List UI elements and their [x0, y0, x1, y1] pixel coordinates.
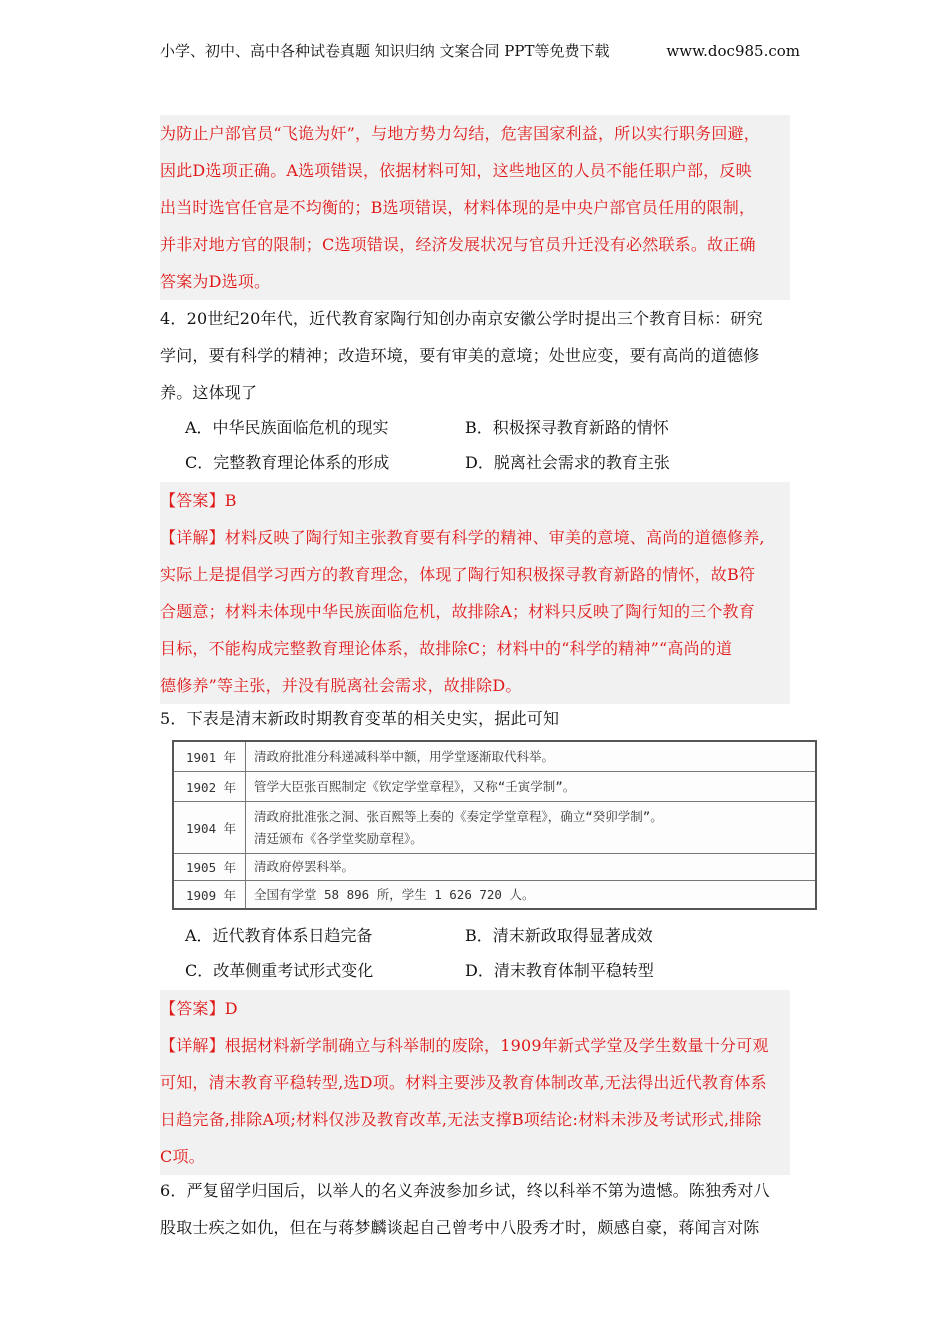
- option-b: B．清末新政取得显著成效: [465, 926, 653, 945]
- explanation-line: 出当时选官任官是不均衡的；B选项错误，材料体现的是中央户部官员任用的限制，: [160, 198, 756, 217]
- explanation-line: 为防止户部官员“飞诡为奸”，与地方势力勾结，危害国家利益，所以实行职务回避，: [160, 124, 760, 143]
- table-row: [174, 881, 815, 908]
- answer: 【答案】B: [160, 491, 237, 510]
- detail-line: 日趋完备,排除A项;材料仅涉及教育改革,无法支撑B项结论:材料未涉及考试形式,排除: [160, 1110, 762, 1129]
- question-6-stem: [160, 1172, 790, 1246]
- table-row: [174, 854, 815, 881]
- detail-line: 合题意；材料未体现中华民族面临危机，故排除A；材料只反映了陶行知的三个教育: [160, 602, 755, 621]
- table-cell: 全国有学堂 58 896 所，学生 1 626 720 人。: [254, 886, 535, 902]
- table-year: 1904 年: [174, 802, 246, 853]
- option-a: A．近代教育体系日趋完备: [185, 926, 373, 945]
- table-cell: 管学大臣张百熙制定《钦定学堂章程》，又称“壬寅学制”。: [254, 778, 576, 794]
- table-year: 1901 年: [174, 742, 246, 771]
- explanation-line: 因此D选项正确。A选项错误，依据材料可知，这些地区的人员不能任职户部，反映: [160, 161, 752, 180]
- option-d: D．清末教育体制平稳转型: [465, 961, 654, 980]
- question-4-answer-block: [160, 482, 790, 704]
- detail-line: 目标，不能构成完整教育理论体系，故排除C；材料中的“科学的精神”“高尚的道: [160, 639, 733, 658]
- question-5-answer-block: [160, 990, 790, 1175]
- reform-table: [172, 740, 817, 910]
- stem-line: 5．下表是清末新政时期教育变革的相关史实，据此可知: [160, 709, 560, 728]
- question-5-stem: [160, 700, 790, 737]
- table-year: 1909 年: [174, 881, 246, 908]
- option-c: C．完整教育理论体系的形成: [185, 453, 390, 472]
- detail-line: 实际上是提倡学习西方的教育理念，体现了陶行知积极探寻教育新路的情怀，故B符: [160, 565, 756, 584]
- stem-line: 股取士疾之如仇，但在与蒋梦麟谈起自己曾考中八股秀才时，颇感自豪，蒋闻言对陈: [160, 1218, 760, 1237]
- table-year: 1902 年: [174, 772, 246, 801]
- table-year: 1905 年: [174, 854, 246, 880]
- page-header: [160, 40, 800, 62]
- answer: 【答案】D: [160, 999, 238, 1018]
- option-c: C．改革侧重考试形式变化: [185, 961, 374, 980]
- prev-explanation-block: [160, 115, 790, 300]
- option-a: A．中华民族面临危机的现实: [185, 418, 389, 437]
- explanation-line: 答案为D选项。: [160, 272, 271, 291]
- header-url: www.doc985.com: [666, 42, 800, 60]
- table-cell: 清廷颁布《各学堂奖励章程》。: [254, 830, 423, 846]
- table-cell: 清政府批准张之洞、张百熙等上奏的《奏定学堂章程》，确立“癸卯学制”。: [254, 808, 663, 824]
- detail-line: 德修养”等主张，并没有脱离社会需求，故排除D。: [160, 676, 522, 695]
- detail-line: C项。: [160, 1147, 205, 1166]
- question-5-options: [185, 918, 745, 988]
- stem-line: 6．严复留学归国后，以举人的名义奔波参加乡试，终以科举不第为遗憾。陈独秀对八: [160, 1181, 770, 1200]
- stem-line: 4．20世纪20年代，近代教育家陶行知创办南京安徽公学时提出三个教育目标：研究: [160, 309, 763, 328]
- detail-line: 【详解】根据材料新学制确立与科举制的废除，1909年新式学堂及学生数量十分可观: [160, 1036, 769, 1055]
- detail-line: 【详解】材料反映了陶行知主张教育要有科学的精神、审美的意境、高尚的道德修养,: [160, 528, 765, 547]
- table-cell: 清政府停罢科举。: [254, 859, 355, 874]
- detail-line: 可知，清末教育平稳转型,选D项。材料主要涉及教育体制改革,无法得出近代教育体系: [160, 1073, 767, 1092]
- option-b: B．积极探寻教育新路的情怀: [465, 418, 669, 437]
- option-d: D．脱离社会需求的教育主张: [465, 453, 670, 472]
- header-title: 小学、初中、高中各种试卷真题 知识归纳 文案合同 PPT等免费下载: [160, 42, 610, 60]
- table-row: [174, 772, 815, 802]
- explanation-line: 并非对地方官的限制；C选项错误，经济发展状况与官员升迁没有必然联系。故正确: [160, 235, 756, 254]
- table-row: [174, 802, 815, 854]
- question-4-options: [185, 410, 745, 480]
- table-row: [174, 742, 815, 772]
- question-4-stem: [160, 300, 790, 411]
- table-cell: 清政府批准分科递减科举中额，用学堂逐渐取代科举。: [254, 748, 555, 764]
- stem-line: 学问，要有科学的精神；改造环境，要有审美的意境；处世应变，要有高尚的道德修: [160, 346, 760, 365]
- stem-line: 养。这体现了: [160, 383, 258, 402]
